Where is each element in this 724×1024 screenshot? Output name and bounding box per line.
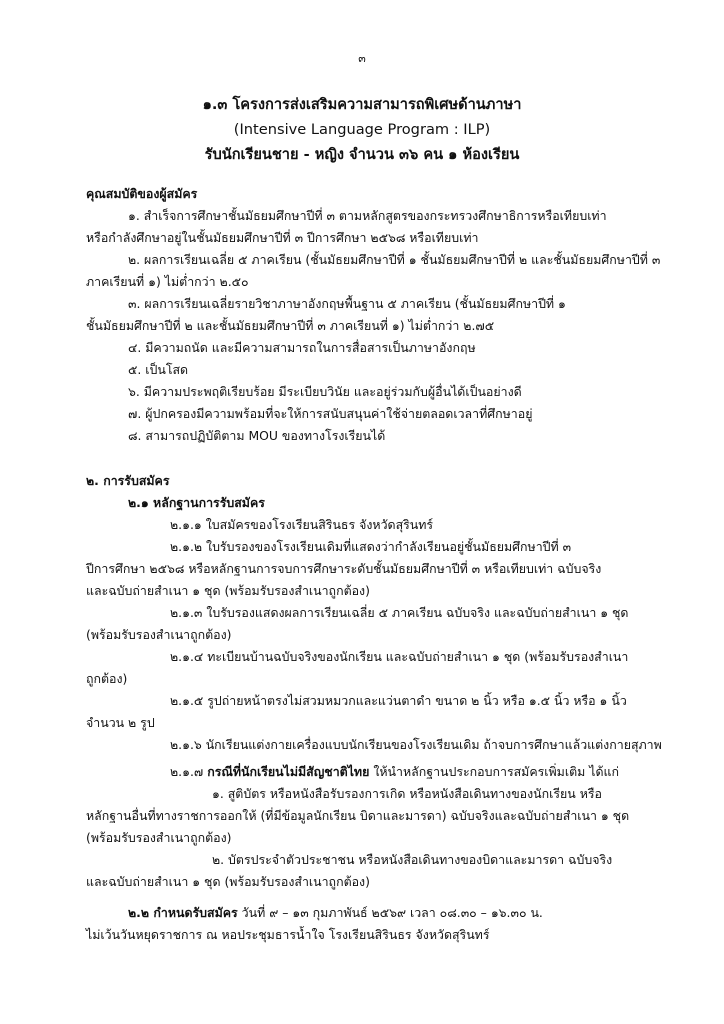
application-heading: ๒. การรับสมัคร: [86, 473, 170, 488]
document-5-line-2: จำนวน ๒ รูป: [86, 715, 155, 730]
qualification-5: ๕. เป็นโสด: [128, 362, 189, 377]
qualification-3-line-1: ๓. ผลการเรียนเฉลี่ยรายวิชาภาษาอังกฤษพื้นฐาน ๕ ภาคเรียน (ชั้นมัธยมศึกษาปีที่ ๑: [128, 296, 566, 311]
qualification-6: ๖. มีความประพฤติเรียบร้อย มีระเบียบวินัย และอยู่ร่วมกับผู้อื่นได้เป็นอย่างดี: [128, 384, 522, 399]
document-7: [170, 763, 619, 781]
qualification-2-line-1: ๒. ผลการเรียนเฉลี่ย ๕ ภาคเรียน (ชั้นมัธยมศึกษาปีที่ ๑ ชั้นมัธยมศึกษาปีที่ ๒ และชั้นมัธยมศึกษาปีที่ ๓: [128, 252, 661, 267]
qualification-2-line-2: ภาคเรียนที่ ๑) ไม่ต่ำกว่า ๒.๕๐: [86, 274, 249, 289]
qualifications-heading: คุณสมบัติของผู้สมัคร: [86, 186, 198, 201]
document-6: ๒.๑.๖ นักเรียนแต่งกายเครื่องแบบนักเรียนของโรงเรียนเดิม ถ้าจบการศึกษาแล้วแต่งกายสุภาพ: [170, 737, 662, 752]
schedule-line-1: [128, 904, 543, 922]
document-4-line-1: ๒.๑.๔ ทะเบียนบ้านฉบับจริงของนักเรียน และฉบับถ่ายสำเนา ๑ ชุด (พร้อมรับรองสำเนา: [170, 649, 629, 664]
schedule-line-2: ไม่เว้นวันหยุดราชการ ณ หอประชุมธารน้ำใจ โรงเรียนสิรินธร จังหวัดสุรินทร์: [86, 927, 490, 942]
document-7-text: ให้นำหลักฐานประกอบการสมัครเพิ่มเติม ได้แก่: [373, 764, 619, 779]
documents-heading: ๒.๑ หลักฐานการรับสมัคร: [128, 495, 265, 510]
enrollment-info: รับนักเรียนชาย - หญิง จำนวน ๓๖ คน ๑ ห้องเรียน: [204, 146, 520, 163]
document-3-line-1: ๒.๑.๓ ใบรับรองแสดงผลการเรียนเฉลี่ย ๕ ภาคเรียน ฉบับจริง และฉบับถ่ายสำเนา ๑ ชุด: [170, 605, 629, 620]
document-7-number: ๒.๑.๗: [170, 764, 204, 779]
program-title: ๑.๓ โครงการส่งเสริมความสามารถพิเศษด้านภาษา: [202, 96, 522, 113]
document-7-2-line-1: ๒. บัตรประจำตัวประชาชน หรือหนังสือเดินทางของบิดาและมารดา ฉบับจริง: [212, 852, 613, 867]
document-7-1-line-2: หลักฐานอื่นที่ทางราชการออกให้ (ที่มีข้อมูลนักเรียน บิดาและมารดา) ฉบับจริงและฉบับถ่ายสำเนา ๑ ชุด: [86, 808, 630, 823]
qualification-4: ๔. มีความถนัด และมีความสามารถในการสื่อสารเป็นภาษาอังกฤษ: [128, 340, 476, 355]
document-2-line-2: ปีการศึกษา ๒๕๖๘ หรือหลักฐานการจบการศึกษาระดับชั้นมัธยมศึกษาปีที่ ๓ หรือเทียบเท่า ฉบับจริง: [86, 561, 602, 576]
document-5-line-1: ๒.๑.๕ รูปถ่ายหน้าตรงไม่สวมหมวกและแว่นตาดำ ขนาด ๒ นิ้ว หรือ ๑.๕ นิ้ว หรือ ๑ นิ้ว: [170, 693, 627, 708]
page-number: ๓: [358, 52, 366, 65]
schedule-text: วันที่ ๙ – ๑๓ กุมภาพันธ์ ๒๕๖๙ เวลา ๐๘.๓๐ – ๑๖.๓๐ น.: [241, 905, 543, 920]
document-7-2-line-2: และฉบับถ่ายสำเนา ๑ ชุด (พร้อมรับรองสำเนาถูกต้อง): [86, 874, 370, 889]
qualification-1-line-2: หรือกำลังศึกษาอยู่ในชั้นมัธยมศึกษาปีที่ ๓ ปีการศึกษา ๒๕๖๘ หรือเทียบเท่า: [86, 230, 479, 245]
qualification-3-line-2: ชั้นมัธยมศึกษาปีที่ ๒ และชั้นมัธยมศึกษาปีที่ ๓ ภาคเรียนที่ ๑) ไม่ต่ำกว่า ๒.๗๕: [86, 318, 495, 333]
document-7-emphasis: กรณีที่นักเรียนไม่มีสัญชาติไทย: [207, 764, 370, 779]
qualification-8: ๘. สามารถปฏิบัติตาม MOU ของทางโรงเรียนได้: [128, 428, 386, 443]
document-1: ๒.๑.๑ ใบสมัครของโรงเรียนสิรินธร จังหวัดสุรินทร์: [170, 517, 434, 532]
document-2-line-1: ๒.๑.๒ ใบรับรองของโรงเรียนเดิมที่แสดงว่ากำลังเรียนอยู่ชั้นมัธยมศึกษาปีที่ ๓: [170, 539, 572, 554]
qualification-1-line-1: ๑. สำเร็จการศึกษาชั้นมัธยมศึกษาปีที่ ๓ ตามหลักสูตรของกระทรวงศึกษาธิการหรือเทียบเท่า: [128, 208, 607, 223]
document-7-1-line-3: (พร้อมรับรองสำเนาถูกต้อง): [86, 830, 232, 845]
schedule-label: ๒.๒ กำหนดรับสมัคร: [128, 905, 238, 920]
document-2-line-3: และฉบับถ่ายสำเนา ๑ ชุด (พร้อมรับรองสำเนาถูกต้อง): [86, 583, 370, 598]
program-subtitle: (Intensive Language Program : ILP): [233, 121, 491, 138]
document-7-1-line-1: ๑. สูติบัตร หรือหนังสือรับรองการเกิด หรือหนังสือเดินทางของนักเรียน หรือ: [212, 786, 602, 801]
document-3-line-2: (พร้อมรับรองสำเนาถูกต้อง): [86, 627, 232, 642]
document-4-line-2: ถูกต้อง): [86, 671, 128, 686]
qualification-7: ๗. ผู้ปกครองมีความพร้อมที่จะให้การสนับสนุนค่าใช้จ่ายตลอดเวลาที่ศึกษาอยู่: [128, 406, 533, 421]
